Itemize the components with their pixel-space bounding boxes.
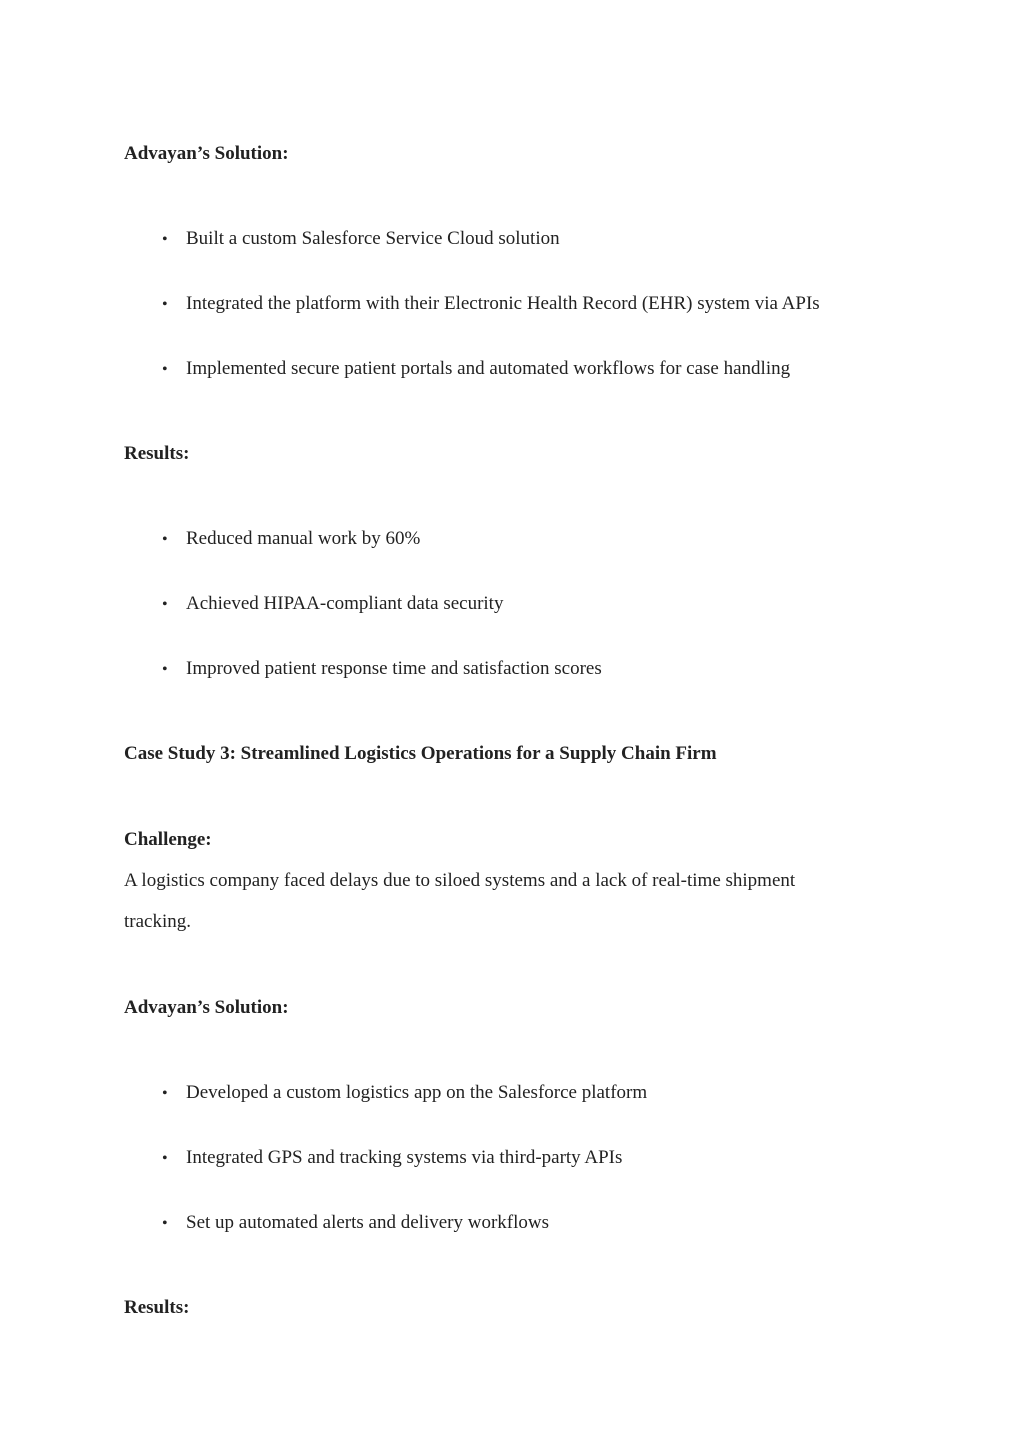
results-heading: Results: <box>124 443 190 464</box>
list-item-text: Improved patient response time and satisfaction scores <box>186 658 602 679</box>
list-item-text: Achieved HIPAA-compliant data security <box>186 593 504 614</box>
bullet-icon: • <box>162 531 168 548</box>
list-item-text: Integrated GPS and tracking systems via third-party APIs <box>186 1147 623 1168</box>
bullet-icon: • <box>162 296 168 313</box>
solution-heading: Advayan’s Solution: <box>124 143 289 164</box>
results-heading: Results: <box>124 1297 190 1318</box>
bullet-icon: • <box>162 231 168 248</box>
bullet-icon: • <box>162 1085 168 1102</box>
bullet-icon: • <box>162 596 168 613</box>
case-study-title: Case Study 3: Streamlined Logistics Operations for a Supply Chain Firm <box>124 743 717 764</box>
list-item <box>162 227 560 252</box>
list-item <box>162 292 820 317</box>
list-item <box>162 357 790 382</box>
list-item-text: Implemented secure patient portals and automated workflows for case handling <box>186 358 791 379</box>
list-item-text: Developed a custom logistics app on the Salesforce platform <box>186 1082 648 1103</box>
list-item <box>162 1081 647 1106</box>
list-item-text: Built a custom Salesforce Service Cloud solution <box>186 228 560 249</box>
bullet-icon: • <box>162 1150 168 1167</box>
challenge-text-line-2: tracking. <box>124 911 192 932</box>
challenge-heading: Challenge: <box>124 829 212 850</box>
list-item <box>162 1211 549 1236</box>
list-item <box>162 1146 622 1171</box>
list-item-text: Reduced manual work by 60% <box>186 528 421 549</box>
list-item <box>162 592 503 617</box>
list-item-text: Set up automated alerts and delivery workflows <box>186 1212 550 1233</box>
list-item <box>162 657 602 682</box>
list-item-text: Integrated the platform with their Electronic Health Record (EHR) system via APIs <box>186 293 820 314</box>
bullet-icon: • <box>162 361 168 378</box>
solution-heading: Advayan’s Solution: <box>124 997 289 1018</box>
challenge-text-line-1: A logistics company faced delays due to siloed systems and a lack of real-time shipment <box>124 870 796 891</box>
list-item <box>162 527 420 552</box>
bullet-icon: • <box>162 661 168 678</box>
bullet-icon: • <box>162 1215 168 1232</box>
